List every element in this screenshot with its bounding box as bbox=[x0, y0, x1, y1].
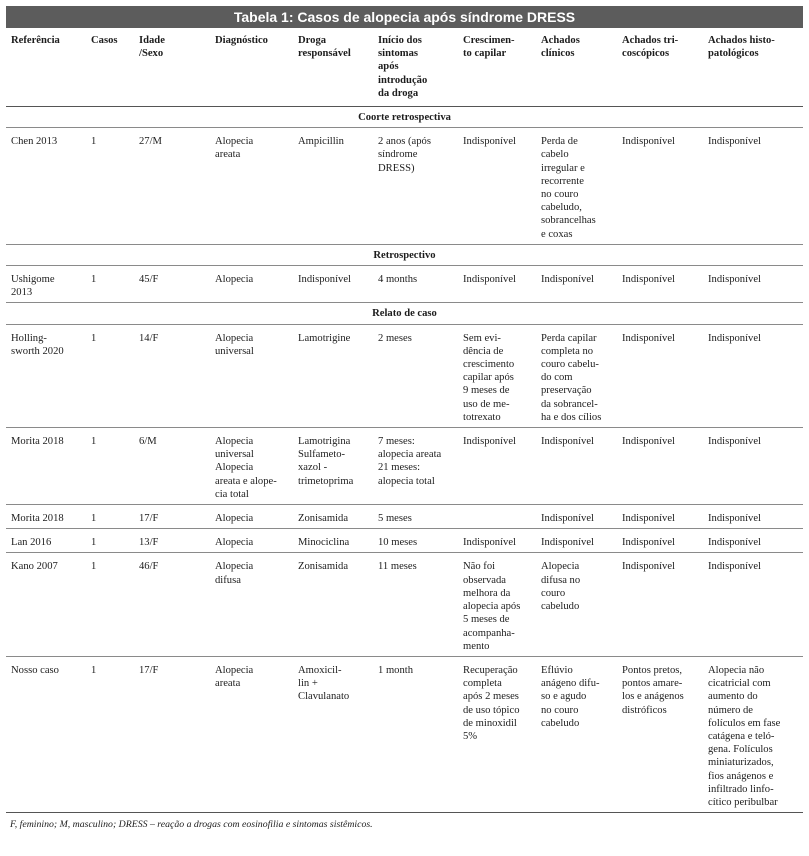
cell-line: Indisponível bbox=[708, 561, 761, 573]
cell-line: 5% bbox=[463, 730, 478, 742]
cell-line: Início dos bbox=[378, 35, 422, 46]
table-cell bbox=[210, 553, 293, 656]
table-cell bbox=[86, 529, 134, 553]
cell-line: cabelo bbox=[541, 149, 569, 161]
cell-line: sobrancelhas bbox=[541, 215, 596, 227]
table-cell bbox=[293, 324, 373, 427]
cell-line: pontos amare- bbox=[622, 678, 683, 690]
cell-line: Crescimen- bbox=[463, 35, 515, 46]
table-cell bbox=[373, 428, 458, 505]
column-header bbox=[458, 28, 536, 107]
table-cell bbox=[703, 553, 803, 656]
table-cell bbox=[210, 324, 293, 427]
cell-line: miniaturizados, bbox=[708, 757, 774, 769]
cell-line: couro bbox=[541, 587, 566, 599]
cell-line: capilar após bbox=[463, 372, 514, 384]
column-header bbox=[210, 28, 293, 107]
table-cell bbox=[458, 324, 536, 427]
cell-line: de uso tópico bbox=[463, 704, 520, 716]
table-cell bbox=[458, 553, 536, 656]
cell-line: 1 bbox=[91, 436, 97, 448]
table-cell bbox=[134, 324, 210, 427]
cell-line: Alopecia bbox=[215, 537, 254, 549]
table-cell bbox=[6, 553, 86, 656]
cell-line: Minociclina bbox=[298, 537, 350, 549]
cell-line: alopecia areata bbox=[378, 449, 442, 461]
cell-line: observada bbox=[463, 574, 506, 586]
cell-line: Lamotrigina bbox=[298, 436, 351, 448]
cell-line: 27/M bbox=[139, 136, 162, 148]
cell-line: 2013 bbox=[11, 287, 33, 299]
table-container bbox=[6, 6, 803, 830]
cell-line: difusa no bbox=[541, 574, 581, 586]
cell-line: responsável bbox=[298, 48, 351, 60]
table-cell bbox=[134, 656, 210, 812]
cell-line: 13/F bbox=[139, 537, 159, 549]
cell-line: trimetoprima bbox=[298, 475, 354, 487]
cell-line: Nosso caso bbox=[11, 664, 59, 676]
table-cell bbox=[458, 266, 536, 303]
cell-line: Morita 2018 bbox=[11, 513, 64, 525]
cell-line: sworth 2020 bbox=[11, 345, 64, 357]
table-cell bbox=[293, 553, 373, 656]
table-cell bbox=[293, 266, 373, 303]
cell-line: Indisponível bbox=[708, 136, 761, 148]
cell-line: crescimento bbox=[463, 359, 515, 371]
cell-line: Alopecia bbox=[215, 513, 254, 525]
table-cell bbox=[134, 505, 210, 529]
table-cell bbox=[134, 266, 210, 303]
table-cell bbox=[6, 266, 86, 303]
cell-line: Alopecia bbox=[215, 462, 254, 474]
cell-line: areata bbox=[215, 149, 241, 161]
section-label: Relato de caso bbox=[6, 303, 803, 324]
cell-line: anágeno difu- bbox=[541, 678, 600, 690]
cell-line: introdução bbox=[378, 74, 428, 86]
table-row bbox=[6, 656, 803, 812]
table-cell bbox=[86, 656, 134, 812]
table-cell bbox=[210, 128, 293, 245]
cell-line: 1 bbox=[91, 274, 97, 286]
cell-line: difusa bbox=[215, 574, 241, 586]
cell-line: Perda capilar bbox=[541, 332, 597, 344]
table-cell bbox=[617, 553, 703, 656]
cell-line: Alopecia bbox=[215, 274, 254, 286]
cell-line: completa bbox=[463, 678, 502, 690]
cell-line: síndrome bbox=[378, 149, 418, 161]
cell-line: no couro bbox=[541, 189, 579, 201]
cell-line: uso de me- bbox=[463, 398, 510, 410]
table-cell bbox=[703, 656, 803, 812]
cell-line: so e agudo bbox=[541, 691, 587, 703]
cell-line: mento bbox=[463, 640, 490, 652]
cell-line: Ampicillin bbox=[298, 136, 344, 148]
cell-line: Indisponível bbox=[622, 561, 675, 573]
column-header bbox=[536, 28, 617, 107]
cell-line: universal bbox=[215, 345, 254, 357]
cell-line: 21 meses: bbox=[378, 462, 421, 474]
cell-line: Indisponível bbox=[708, 332, 761, 344]
cell-line: Achados tri- bbox=[622, 35, 679, 46]
table-cell bbox=[536, 128, 617, 245]
cell-line: da droga bbox=[378, 87, 419, 99]
cell-line: patológicos bbox=[708, 48, 759, 60]
table-cell bbox=[536, 505, 617, 529]
cell-line: Amoxicil- bbox=[298, 664, 342, 676]
cell-line: 1 month bbox=[378, 664, 414, 676]
table-cell bbox=[617, 428, 703, 505]
cell-line: 17/F bbox=[139, 664, 159, 676]
table-row bbox=[6, 324, 803, 427]
table-row bbox=[6, 266, 803, 303]
cell-line: Indisponível bbox=[622, 436, 675, 448]
cell-line: Casos bbox=[91, 35, 118, 46]
cell-line: Não foi bbox=[463, 561, 496, 573]
table-cell bbox=[134, 529, 210, 553]
table-cell bbox=[86, 505, 134, 529]
table-cell bbox=[373, 529, 458, 553]
table-cell bbox=[6, 656, 86, 812]
table-cell bbox=[703, 324, 803, 427]
cell-line: Ushigome bbox=[11, 274, 55, 286]
section-label: Coorte retrospectiva bbox=[6, 107, 803, 128]
cell-line: folículos em fase bbox=[708, 717, 781, 729]
cell-line: acompanha- bbox=[463, 627, 515, 639]
table-cell bbox=[86, 428, 134, 505]
cell-line: 45/F bbox=[139, 274, 159, 286]
table-cell bbox=[617, 656, 703, 812]
cell-line: 1 bbox=[91, 664, 97, 676]
cell-line: Indisponível bbox=[708, 274, 761, 286]
cell-line: catágena e teló- bbox=[708, 730, 775, 742]
table-cell bbox=[6, 529, 86, 553]
cell-line: Alopecia bbox=[215, 136, 254, 148]
cell-line: número de bbox=[708, 704, 754, 716]
table-cell bbox=[536, 529, 617, 553]
table-cell bbox=[703, 266, 803, 303]
cell-line: 1 bbox=[91, 332, 97, 344]
cell-line: 5 meses de bbox=[463, 614, 510, 626]
cell-line: Indisponível bbox=[541, 436, 594, 448]
cell-line: Indisponível bbox=[541, 274, 594, 286]
cell-line: 46/F bbox=[139, 561, 159, 573]
cell-line: Sulfameto- bbox=[298, 449, 346, 461]
cell-line: 4 months bbox=[378, 274, 418, 286]
cell-line: Chen 2013 bbox=[11, 136, 58, 148]
cell-line: Indisponível bbox=[622, 274, 675, 286]
cell-line: coscópicos bbox=[622, 48, 670, 60]
cell-line: Diagnóstico bbox=[215, 35, 268, 46]
table-cell bbox=[134, 428, 210, 505]
cell-line: Indisponível bbox=[463, 274, 516, 286]
cell-line: Droga bbox=[298, 35, 327, 46]
cell-line: 1 bbox=[91, 561, 97, 573]
section-row bbox=[6, 303, 803, 324]
table-cell bbox=[458, 128, 536, 245]
cell-line: 11 meses bbox=[378, 561, 417, 573]
cell-line: alopecia após bbox=[463, 601, 521, 613]
table-cell bbox=[458, 529, 536, 553]
cell-line: sintomas bbox=[378, 48, 419, 60]
cell-line: Alopecia bbox=[541, 561, 580, 573]
table-cell bbox=[536, 324, 617, 427]
cell-line: universal bbox=[215, 449, 254, 461]
cell-line: após 2 meses bbox=[463, 691, 519, 703]
cell-line: 6/M bbox=[139, 436, 157, 448]
table-cell bbox=[6, 505, 86, 529]
cell-line: Lamotrigine bbox=[298, 332, 351, 344]
cell-line: cítico peribulbar bbox=[708, 796, 778, 808]
table-cell bbox=[86, 553, 134, 656]
table-row bbox=[6, 553, 803, 656]
cell-line: Alopecia não bbox=[708, 664, 765, 676]
cell-line: cicatricial com bbox=[708, 678, 771, 690]
cell-line: 17/F bbox=[139, 513, 159, 525]
table-cell bbox=[617, 128, 703, 245]
table-cell bbox=[617, 529, 703, 553]
cell-line: melhora da bbox=[463, 587, 511, 599]
table-cell bbox=[134, 553, 210, 656]
cell-line: 7 meses: bbox=[378, 436, 415, 448]
table-cell bbox=[210, 656, 293, 812]
cell-line: Indisponível bbox=[463, 136, 516, 148]
cell-line: 1 bbox=[91, 513, 97, 525]
cell-line: Indisponível bbox=[622, 332, 675, 344]
cell-line: Indisponível bbox=[541, 513, 594, 525]
cell-line: preservação bbox=[541, 385, 592, 397]
table-cell bbox=[293, 128, 373, 245]
cell-line: 10 meses bbox=[378, 537, 418, 549]
cell-line: Alopecia bbox=[215, 561, 254, 573]
cell-line: /Sexo bbox=[139, 48, 164, 60]
table-cell bbox=[536, 428, 617, 505]
column-header bbox=[293, 28, 373, 107]
cell-line: Indisponível bbox=[622, 537, 675, 549]
cell-line: Zonisamida bbox=[298, 561, 349, 573]
table-cell bbox=[536, 266, 617, 303]
table-cell bbox=[703, 128, 803, 245]
table-footnote: F, feminino; M, masculino; DRESS – reação a drogas com eosinofilia e sintomas sistêmicos. bbox=[10, 819, 373, 831]
table-cell bbox=[373, 324, 458, 427]
cell-line: lin + bbox=[298, 678, 318, 690]
cell-line: alopecia total bbox=[378, 475, 435, 487]
table-cell bbox=[536, 553, 617, 656]
cell-line: fios anágenos e bbox=[708, 770, 774, 782]
table-cell bbox=[458, 428, 536, 505]
table-cell bbox=[536, 656, 617, 812]
section-row bbox=[6, 244, 803, 265]
cell-line: Indisponível bbox=[298, 274, 351, 286]
cell-line: to capilar bbox=[463, 48, 507, 60]
header-row bbox=[6, 28, 803, 107]
cell-line: gena. Folículos bbox=[708, 744, 773, 756]
cell-line: Sem evi- bbox=[463, 332, 501, 344]
cell-line: Morita 2018 bbox=[11, 436, 64, 448]
cell-line: 5 meses bbox=[378, 513, 412, 525]
table-cell bbox=[373, 128, 458, 245]
cell-line: irregular e bbox=[541, 162, 585, 174]
cell-line: areata bbox=[215, 678, 241, 690]
cell-line: Indisponível bbox=[708, 513, 761, 525]
section-label: Retrospectivo bbox=[6, 244, 803, 265]
cell-line: Eflúvio bbox=[541, 664, 573, 676]
table-cell bbox=[293, 428, 373, 505]
table-body bbox=[6, 107, 803, 813]
cell-line: 1 bbox=[91, 136, 97, 148]
cell-line: após bbox=[378, 61, 399, 73]
table-cell bbox=[86, 128, 134, 245]
cell-line: aumento do bbox=[708, 691, 758, 703]
table-cell bbox=[617, 505, 703, 529]
cell-line: Alopecia bbox=[215, 332, 254, 344]
cell-line: Indisponível bbox=[622, 513, 675, 525]
table-cell bbox=[373, 553, 458, 656]
table-cell bbox=[703, 428, 803, 505]
column-header bbox=[6, 28, 86, 107]
cell-line: e coxas bbox=[541, 228, 573, 240]
cell-line: Achados histo- bbox=[708, 35, 775, 46]
cell-line: Pontos pretos, bbox=[622, 664, 683, 676]
cell-line: da sobrancel- bbox=[541, 398, 598, 410]
cell-line: cabeludo, bbox=[541, 202, 582, 214]
table-row bbox=[6, 505, 803, 529]
table-cell bbox=[617, 266, 703, 303]
table-cell bbox=[210, 266, 293, 303]
cell-line: infiltrado linfo- bbox=[708, 783, 774, 795]
cell-line: Achados bbox=[541, 35, 580, 46]
cell-line: 2 anos (após bbox=[378, 136, 431, 148]
cell-line: Indisponível bbox=[708, 537, 761, 549]
column-header bbox=[617, 28, 703, 107]
cell-line: no couro bbox=[541, 704, 579, 716]
table-title: Tabela 1: Casos de alopecia após síndrome DRESS bbox=[6, 6, 803, 28]
cell-line: totrexato bbox=[463, 411, 501, 423]
table-cell bbox=[6, 324, 86, 427]
cell-line: Perda de bbox=[541, 136, 578, 148]
cell-line: clínicos bbox=[541, 48, 575, 60]
column-header bbox=[703, 28, 803, 107]
cell-line: Idade bbox=[139, 35, 165, 46]
cell-line: distróficos bbox=[622, 704, 667, 716]
cell-line: 1 bbox=[91, 537, 97, 549]
table-cell bbox=[210, 428, 293, 505]
cases-table bbox=[6, 28, 803, 813]
cell-line: 9 meses de bbox=[463, 385, 510, 397]
table-cell bbox=[373, 505, 458, 529]
section-row bbox=[6, 107, 803, 128]
cell-line: 2 meses bbox=[378, 332, 412, 344]
table-cell bbox=[703, 529, 803, 553]
table-cell bbox=[293, 529, 373, 553]
table-cell bbox=[458, 656, 536, 812]
cell-line: xazol - bbox=[298, 462, 328, 474]
table-cell bbox=[703, 505, 803, 529]
cell-line: los e anágenos bbox=[622, 691, 684, 703]
cell-line: Alopecia bbox=[215, 664, 254, 676]
table-cell bbox=[293, 505, 373, 529]
cell-line: do com bbox=[541, 372, 573, 384]
cell-line: cia total bbox=[215, 488, 249, 500]
table-cell bbox=[86, 266, 134, 303]
cell-line: completa no bbox=[541, 345, 594, 357]
table-row bbox=[6, 529, 803, 553]
cell-line: dência de bbox=[463, 345, 504, 357]
cell-line: Lan 2016 bbox=[11, 537, 52, 549]
cell-line: Alopecia bbox=[215, 436, 254, 448]
table-cell bbox=[134, 128, 210, 245]
cell-line: Holling- bbox=[11, 332, 47, 344]
table-row bbox=[6, 428, 803, 505]
cell-line: Indisponível bbox=[463, 537, 516, 549]
table-cell bbox=[293, 656, 373, 812]
table-cell bbox=[373, 656, 458, 812]
cell-line: areata e alope- bbox=[215, 475, 277, 487]
table-cell bbox=[6, 428, 86, 505]
cell-line: Indisponível bbox=[708, 436, 761, 448]
cell-line: Indisponível bbox=[463, 436, 516, 448]
column-header bbox=[373, 28, 458, 107]
cell-line: couro cabelu- bbox=[541, 359, 599, 371]
table-cell bbox=[6, 128, 86, 245]
table-cell bbox=[617, 324, 703, 427]
cell-line: cabeludo bbox=[541, 717, 580, 729]
column-header bbox=[134, 28, 210, 107]
column-header bbox=[86, 28, 134, 107]
table-cell bbox=[210, 529, 293, 553]
cell-line: Recuperação bbox=[463, 664, 518, 676]
cell-line: DRESS) bbox=[378, 162, 415, 174]
table-cell bbox=[210, 505, 293, 529]
cell-line: Referência bbox=[11, 35, 60, 46]
table-cell bbox=[86, 324, 134, 427]
cell-line: ha e dos cílios bbox=[541, 411, 602, 423]
cell-line: 14/F bbox=[139, 332, 159, 344]
table-row bbox=[6, 128, 803, 245]
cell-line: Indisponível bbox=[622, 136, 675, 148]
cell-line: Kano 2007 bbox=[11, 561, 58, 573]
cell-line: cabeludo bbox=[541, 601, 580, 613]
cell-line: Zonisamida bbox=[298, 513, 349, 525]
table-cell bbox=[373, 266, 458, 303]
cell-line: recorrente bbox=[541, 175, 584, 187]
cell-line: Indisponível bbox=[541, 537, 594, 549]
table-cell bbox=[458, 505, 536, 529]
cell-line: de minoxidil bbox=[463, 717, 517, 729]
cell-line: Clavulanato bbox=[298, 691, 350, 703]
